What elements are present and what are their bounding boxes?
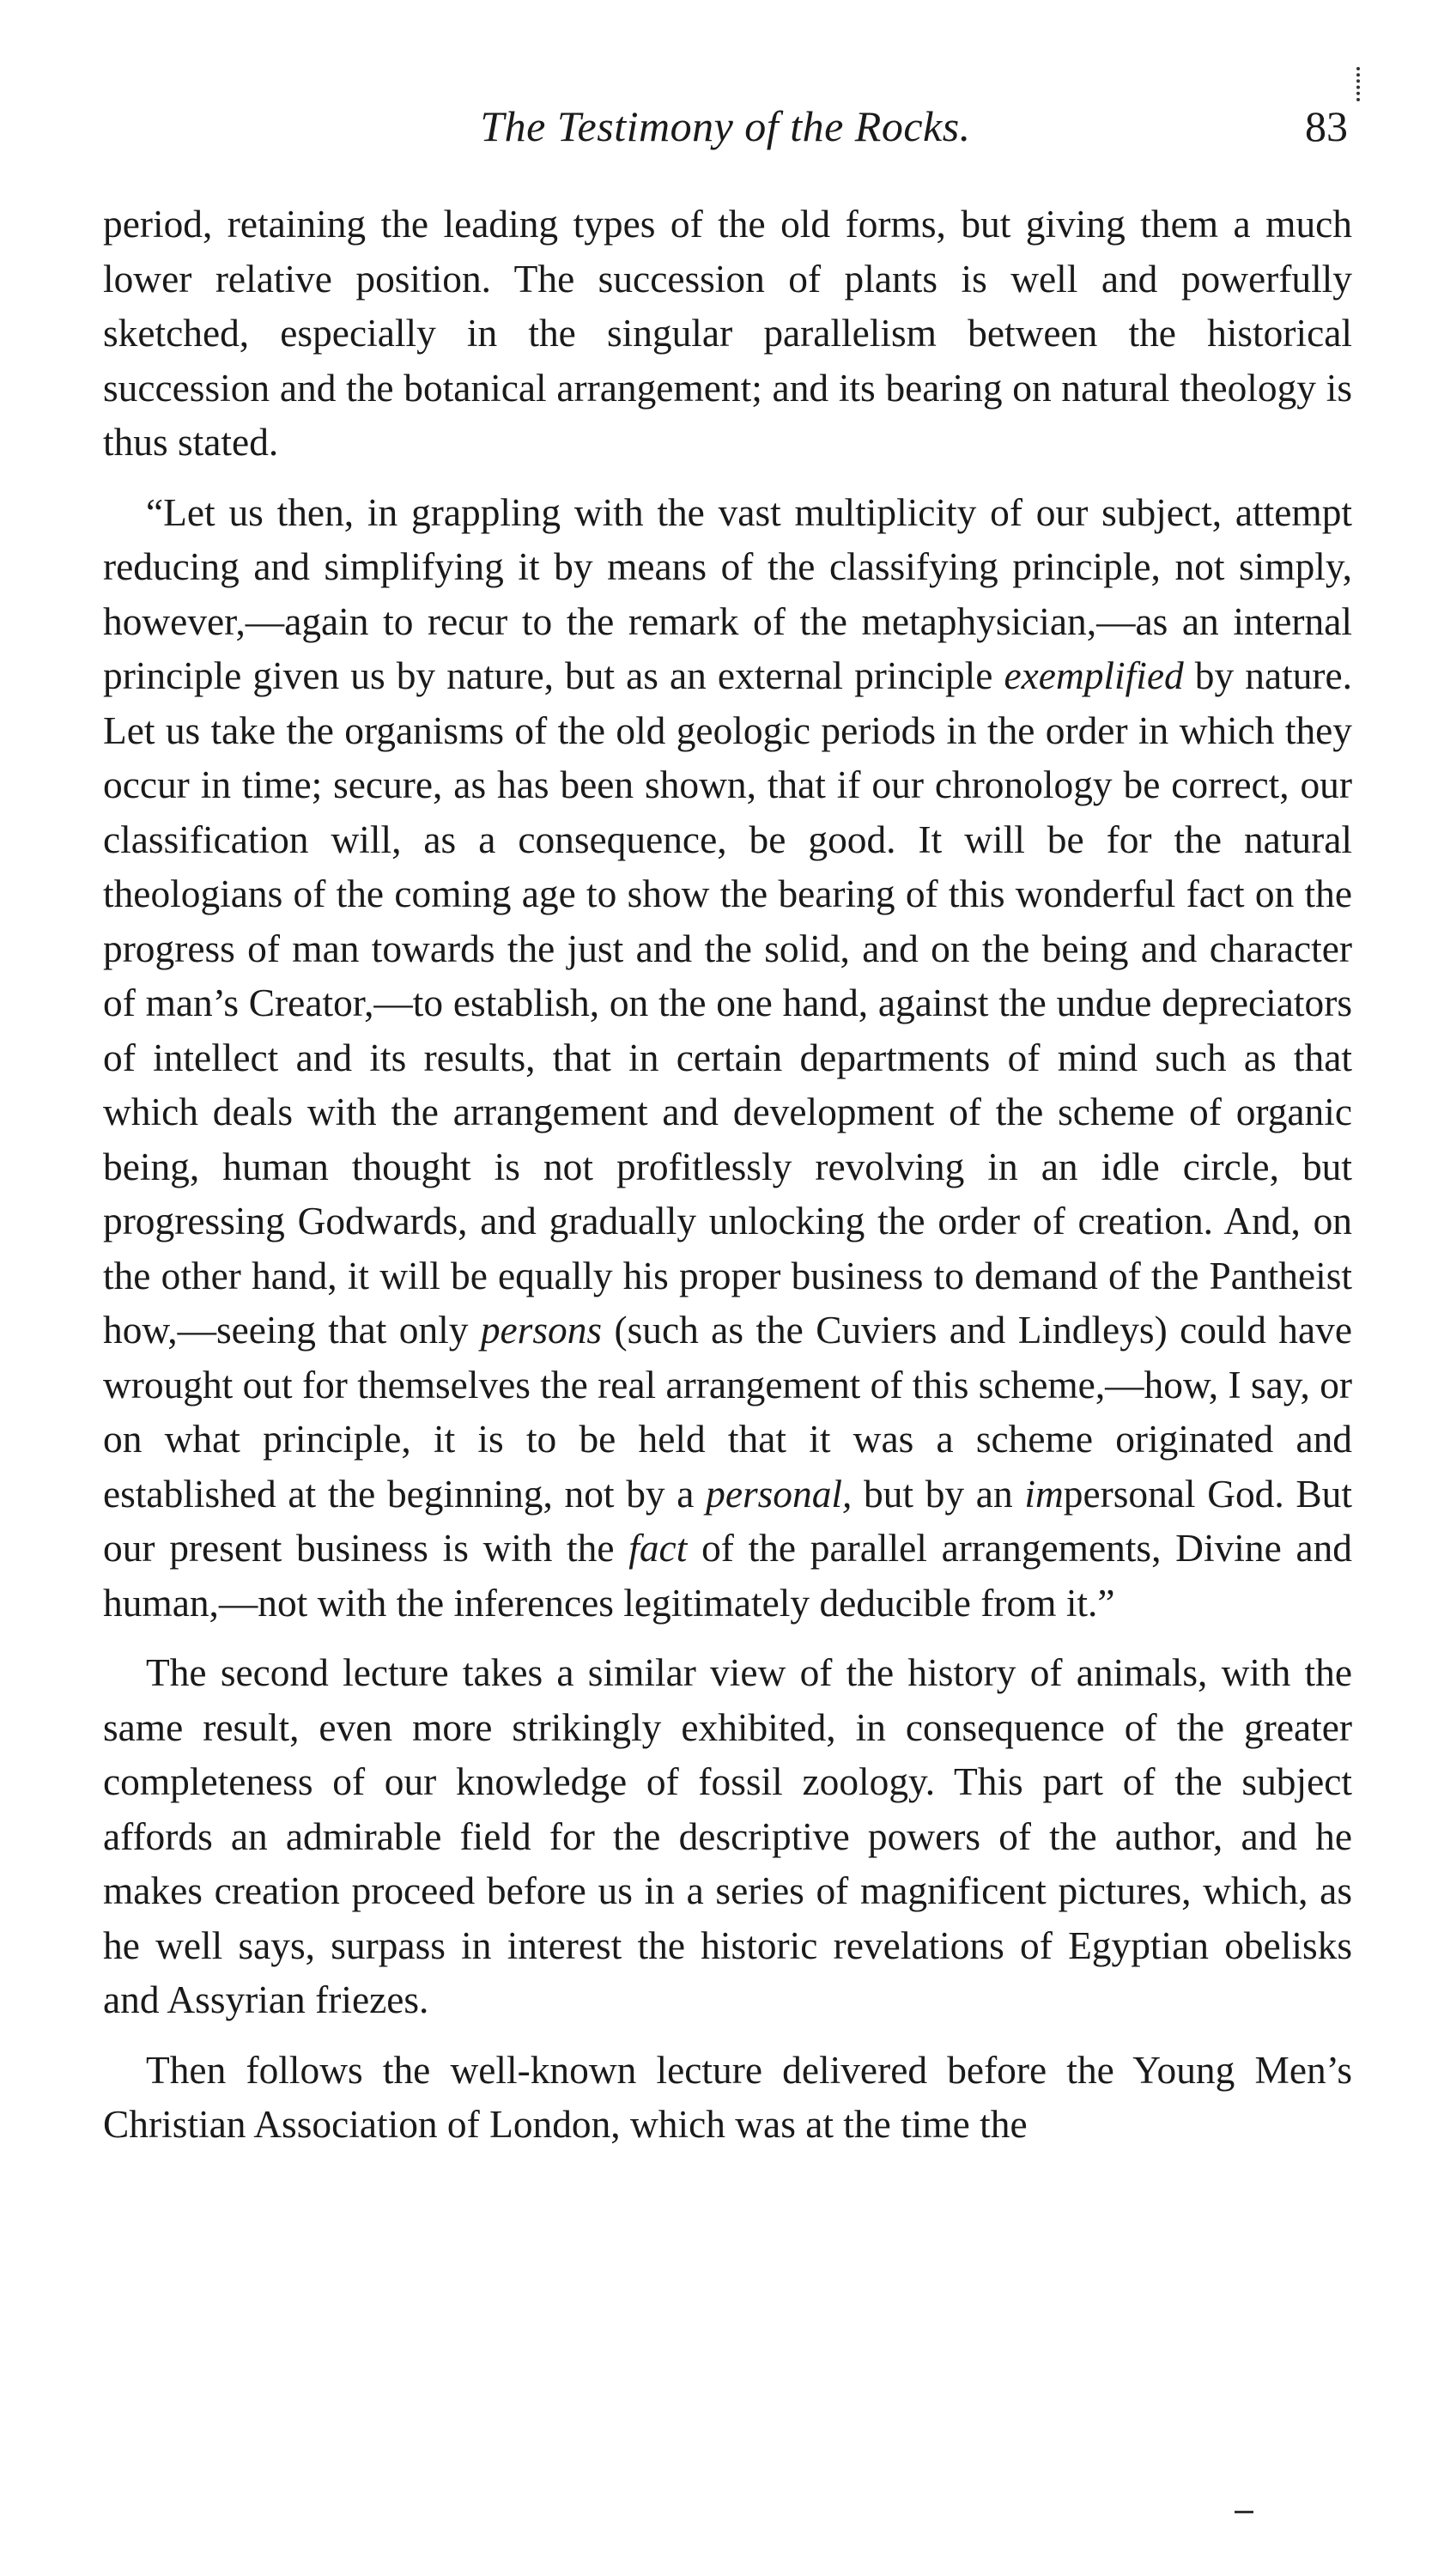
margin-mark: [1356, 67, 1365, 101]
quote-text: “Let us then, in grappling with the vast multiplicity of our subject, attempt reducing and simplifying it by means of the classifying principle, not simply, however,—again to recur to the remark of the metaphysician,—as an internal principle given us by nature, but as an external principle: [103, 490, 1352, 697]
page-number: 83: [1305, 102, 1348, 150]
emphasis-fact: fact: [628, 1527, 688, 1570]
quote-text: (such as the Cuviers and Lindleys) could have wrought out for themselves the real arrangement of this scheme,—how, I say, or on what principle, it is to be held that it was a scheme originated and established at the beginning, not by a: [103, 1309, 1353, 1516]
emphasis-persons: persons: [480, 1309, 603, 1352]
body-text: [103, 197, 1352, 2153]
quote-text: personal God. But our present business is with the: [103, 1472, 1352, 1570]
emphasis-exemplified: exemplified: [1004, 654, 1184, 697]
paragraph-4: Then follows the well-known lecture delivered before the Young Men’s Christian Association of London, which was at the time the: [103, 2048, 1352, 2146]
quote-text: but by an: [852, 1472, 1025, 1516]
emphasis-personal: personal,: [706, 1472, 853, 1516]
paragraph-3: The second lecture takes a similar view of the history of animals, with the same result, even more strikingly exhibited, in consequence of the greater completeness of our knowledge of fossil zoology. This part of the subject affords an admirable field for the descriptive powers of the author, and he makes creation proceed before us in a series of magnificent pictures, which, as he well says, surpass in interest the historic revelations of Egyptian obelisks and Assyrian friezes.: [103, 1651, 1352, 2021]
footer-mark: [1235, 2511, 1253, 2513]
running-head: [103, 101, 1348, 170]
quote-text: by nature. Let us take the organisms of the old geologic periods in the order in which they occur in time; secure, as has been shown, that if our chronology be correct, our classification will, as a consequence, be good. It will be for the natural theologians of the coming age to show the bearing of this wonderful fact on the progress of man towards the just and the solid, and on the being and character of man’s Creator,—to establish, on the one hand, against the undue depreciators of intellect and its results, that in certain departments of mind such as that which deals with the arrangement and development of the scheme of organic being, human thought is not profitlessly revolving in an idle circle, but progressing Godwards, and gradually unlocking the order of creation. And, on the other hand, it will be equally his proper business to demand of the Pantheist how,—seeing that only: [103, 654, 1353, 1352]
paragraph-1: period, retaining the leading types of the old forms, but giving them a much lower relative position. The succession of plants is well and powerfully sketched, especially in the singular parallelism between the historical succession and the botanical arrangement; and its bearing on natural theology is thus stated.: [103, 203, 1352, 464]
running-title: The Testimony of the Rocks.: [480, 102, 971, 150]
quote-text: of the parallel arrangements, Divine and human,—not with the inferences legitimately deducible from it.”: [103, 1527, 1352, 1625]
paragraph-2-quotation: [103, 486, 1352, 1631]
emphasis-im: im: [1024, 1472, 1064, 1516]
